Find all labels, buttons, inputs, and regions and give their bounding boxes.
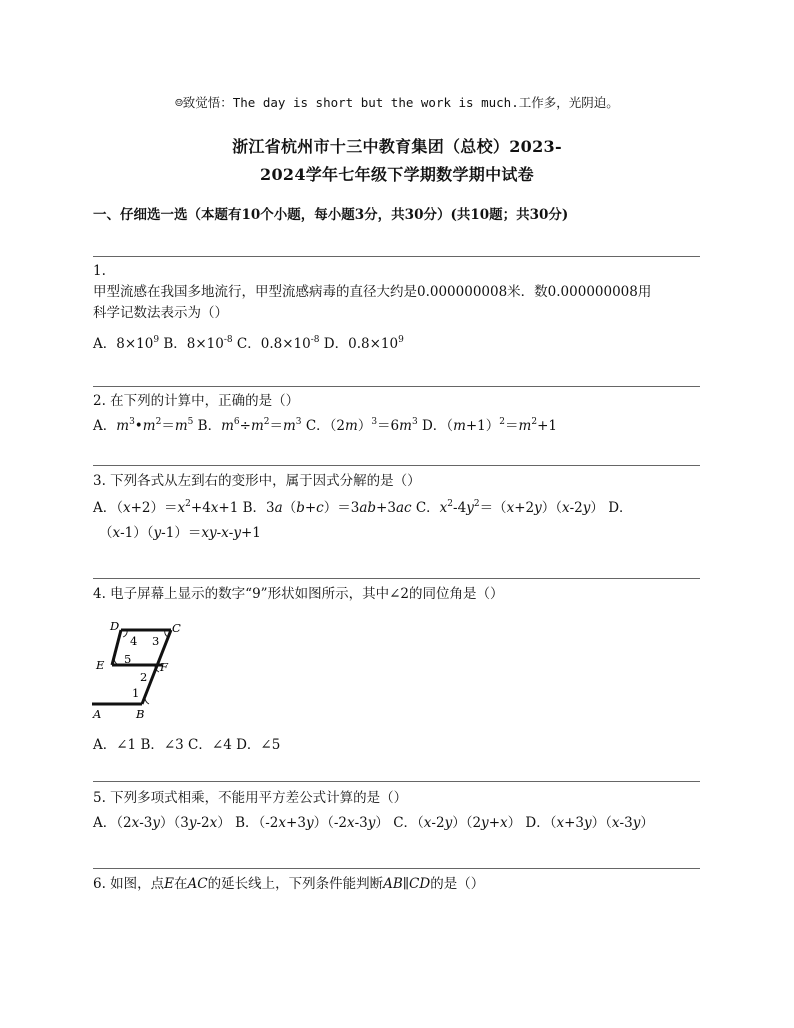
point-label-a: A bbox=[93, 707, 102, 721]
divider bbox=[93, 578, 700, 579]
divider bbox=[93, 256, 700, 257]
answer-options-continued: （x-1）（y-1）＝xy-x-y+1 bbox=[99, 525, 261, 541]
divider bbox=[93, 465, 700, 466]
divider bbox=[93, 868, 700, 869]
question-number: 1. bbox=[93, 263, 106, 279]
question-stem: 4. 电子屏幕上显示的数字“9”形状如图所示，其中∠2的同位角是（） bbox=[93, 586, 504, 602]
question-stem: 科学记数法表示为（） bbox=[93, 305, 228, 321]
question-stem: 3. 下列各式从左到右的变形中，属于因式分解的是（） bbox=[93, 473, 421, 489]
angle-label-2: 2 bbox=[140, 670, 148, 684]
answer-options: A．（2x-3y）（3y-2x） B．（-2x+3y）（-2x-3y） C．（x-2y）（2y+x） D．（x+3y）（x-3y） bbox=[93, 815, 654, 831]
question-5 bbox=[93, 788, 703, 834]
question-2 bbox=[93, 391, 703, 437]
question-stem: 2. 在下列的计算中，正确的是（） bbox=[93, 393, 300, 409]
motto-line: ☺致觉悟：The day is short but the work is much.工作多，光阴迫。 bbox=[175, 95, 619, 110]
question-4 bbox=[93, 584, 703, 605]
question-3 bbox=[93, 471, 703, 544]
question-4-options bbox=[93, 735, 703, 756]
point-label-d: D bbox=[110, 619, 120, 633]
answer-options: A．$8\times 10^9$ B．$8\times 10^{-8}$ C．$0.8\times 10^{-8}$ D．$0.8\times 10^9$ bbox=[93, 335, 404, 352]
divider bbox=[93, 386, 700, 387]
question-stem: 5. 下列多项式相乘，不能用平方差公式计算的是（） bbox=[93, 790, 408, 806]
question-6 bbox=[93, 874, 703, 895]
question-stem: 6. 如图，点E在AC的延长线上，下列条件能判断AB∥CD的是（） bbox=[93, 876, 485, 892]
question-1 bbox=[93, 261, 703, 355]
section-heading: 一、仔细选一选（本题有10个小题，每小题3分，共30分）(共10题；共30分) bbox=[93, 207, 569, 223]
point-label-c: C bbox=[172, 621, 181, 635]
answer-options: A．∠1 B．∠3 C．∠4 D．∠5 bbox=[93, 737, 281, 753]
point-label-f: F bbox=[160, 660, 168, 674]
angle-label-1: 1 bbox=[132, 686, 140, 700]
answer-options: A．$(x+2)=x^2+4x+1$ B．3a（b+c）＝3ab+3ac C．$x^2-4y^2=(x+2y)(x-2y)$ D． bbox=[93, 499, 633, 516]
question-stem: 甲型流感在我国多地流行，甲型流感病毒的直径大约是0.000000008米．数0.000000008用 bbox=[93, 284, 652, 300]
angle-label-5: 5 bbox=[124, 652, 132, 666]
answer-options: A．$m^3•m^2=m^5$ B．$m^6\div m^2=m^3$ C．$(2m)^3=6m^3$ D．$(m+1)^2=m^2+1$ bbox=[93, 417, 557, 434]
nine-shape-figure bbox=[90, 617, 200, 727]
exam-title-line1: 浙江省杭州市十三中教育集团（总校）2023- bbox=[232, 137, 562, 156]
point-label-e: E bbox=[96, 658, 105, 672]
angle-label-4: 4 bbox=[130, 634, 138, 648]
point-label-b: B bbox=[136, 707, 145, 721]
divider bbox=[93, 781, 700, 782]
exam-title-line2: 2024学年七年级下学期数学期中试卷 bbox=[260, 165, 534, 184]
angle-label-3: 3 bbox=[152, 634, 160, 648]
